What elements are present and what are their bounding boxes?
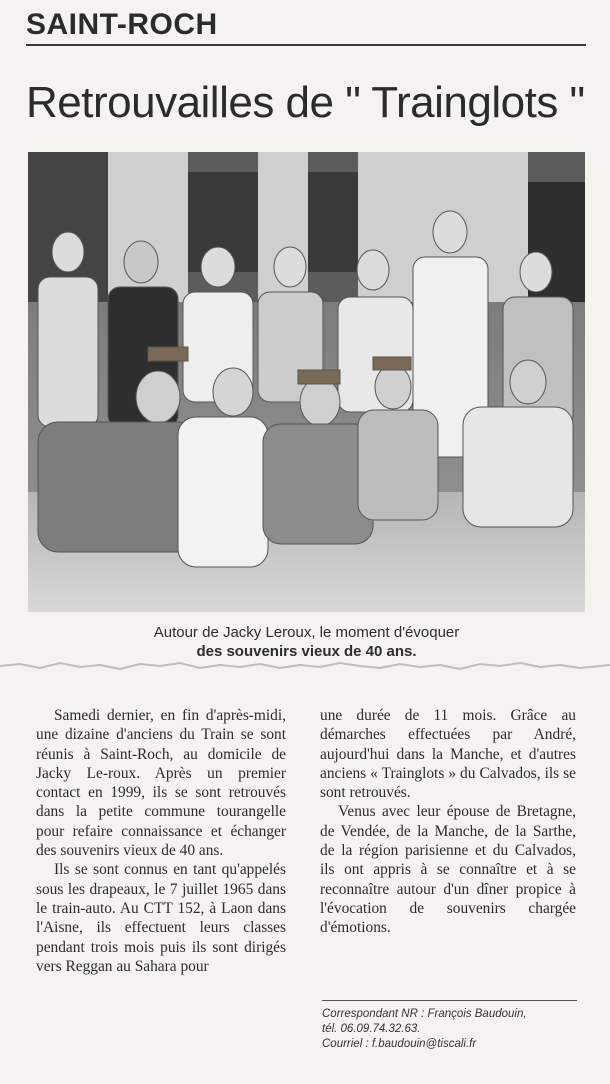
section-title: SAINT-ROCH [26,8,218,41]
article-column-1 [36,706,286,976]
correspondent-phone: tél. 06.09.74.32.63. [322,1023,421,1035]
article-column-2 [320,706,576,938]
section-rule [26,44,586,46]
caption-line-1: Autour de Jacky Leroux, le moment d'évoquer [153,624,460,641]
caption-line-2: des souvenirs vieux de 40 ans. [196,643,417,660]
correspondent-name: Correspondant NR : François Baudouin, [322,1008,527,1020]
group-photo [28,152,585,612]
torn-edge [0,660,610,672]
article-paragraph: Samedi dernier, en fin d'après-midi, une dizaine d'anciens du Train se sont réunis à Saint-Roch, au domicile de Jacky Le-roux. Après un premier contact en 1999, ils se sont retrouvés dans la petite commune tourangelle pour refaire connaissance et échanger des souvenirs vieux de 40 ans. [36,707,286,860]
correspondent-email: Courriel : f.baudouin@tiscali.fr [322,1038,477,1050]
group-photo-icon [28,152,585,612]
correspondent-info [322,1007,582,1052]
photo-caption [28,623,585,661]
headline: Retrouvailles de " Trainglots " [26,78,585,127]
article-paragraph: Ils se sont connus en tant qu'appelés sous les drapeaux, le 7 juillet 1965 dans le train-auto. Au CTT 152, à Laon dans l'Aisne, ils effectuent leurs classes pendant trois mois puis ils sont dirigés vers Reggan au Sahara pour [36,861,286,975]
article-paragraph: Venus avec leur épouse de Bretagne, de Vendée, de la Manche, de la Sarthe, de la région parisienne et du Calvados, ils ont appris à se connaître et à se reconnaître autour d'un dîner propice à l'évocation de souvenirs chargée d'émotions. [320,803,576,937]
correspondent-rule [322,1000,577,1001]
article-paragraph: une durée de 11 mois. Grâce au démarches effectuées par André, aujourd'hui dans la Manche, et d'autres anciens « Trainglots » du Calvados, ils se sont retrouvés. [320,707,576,802]
